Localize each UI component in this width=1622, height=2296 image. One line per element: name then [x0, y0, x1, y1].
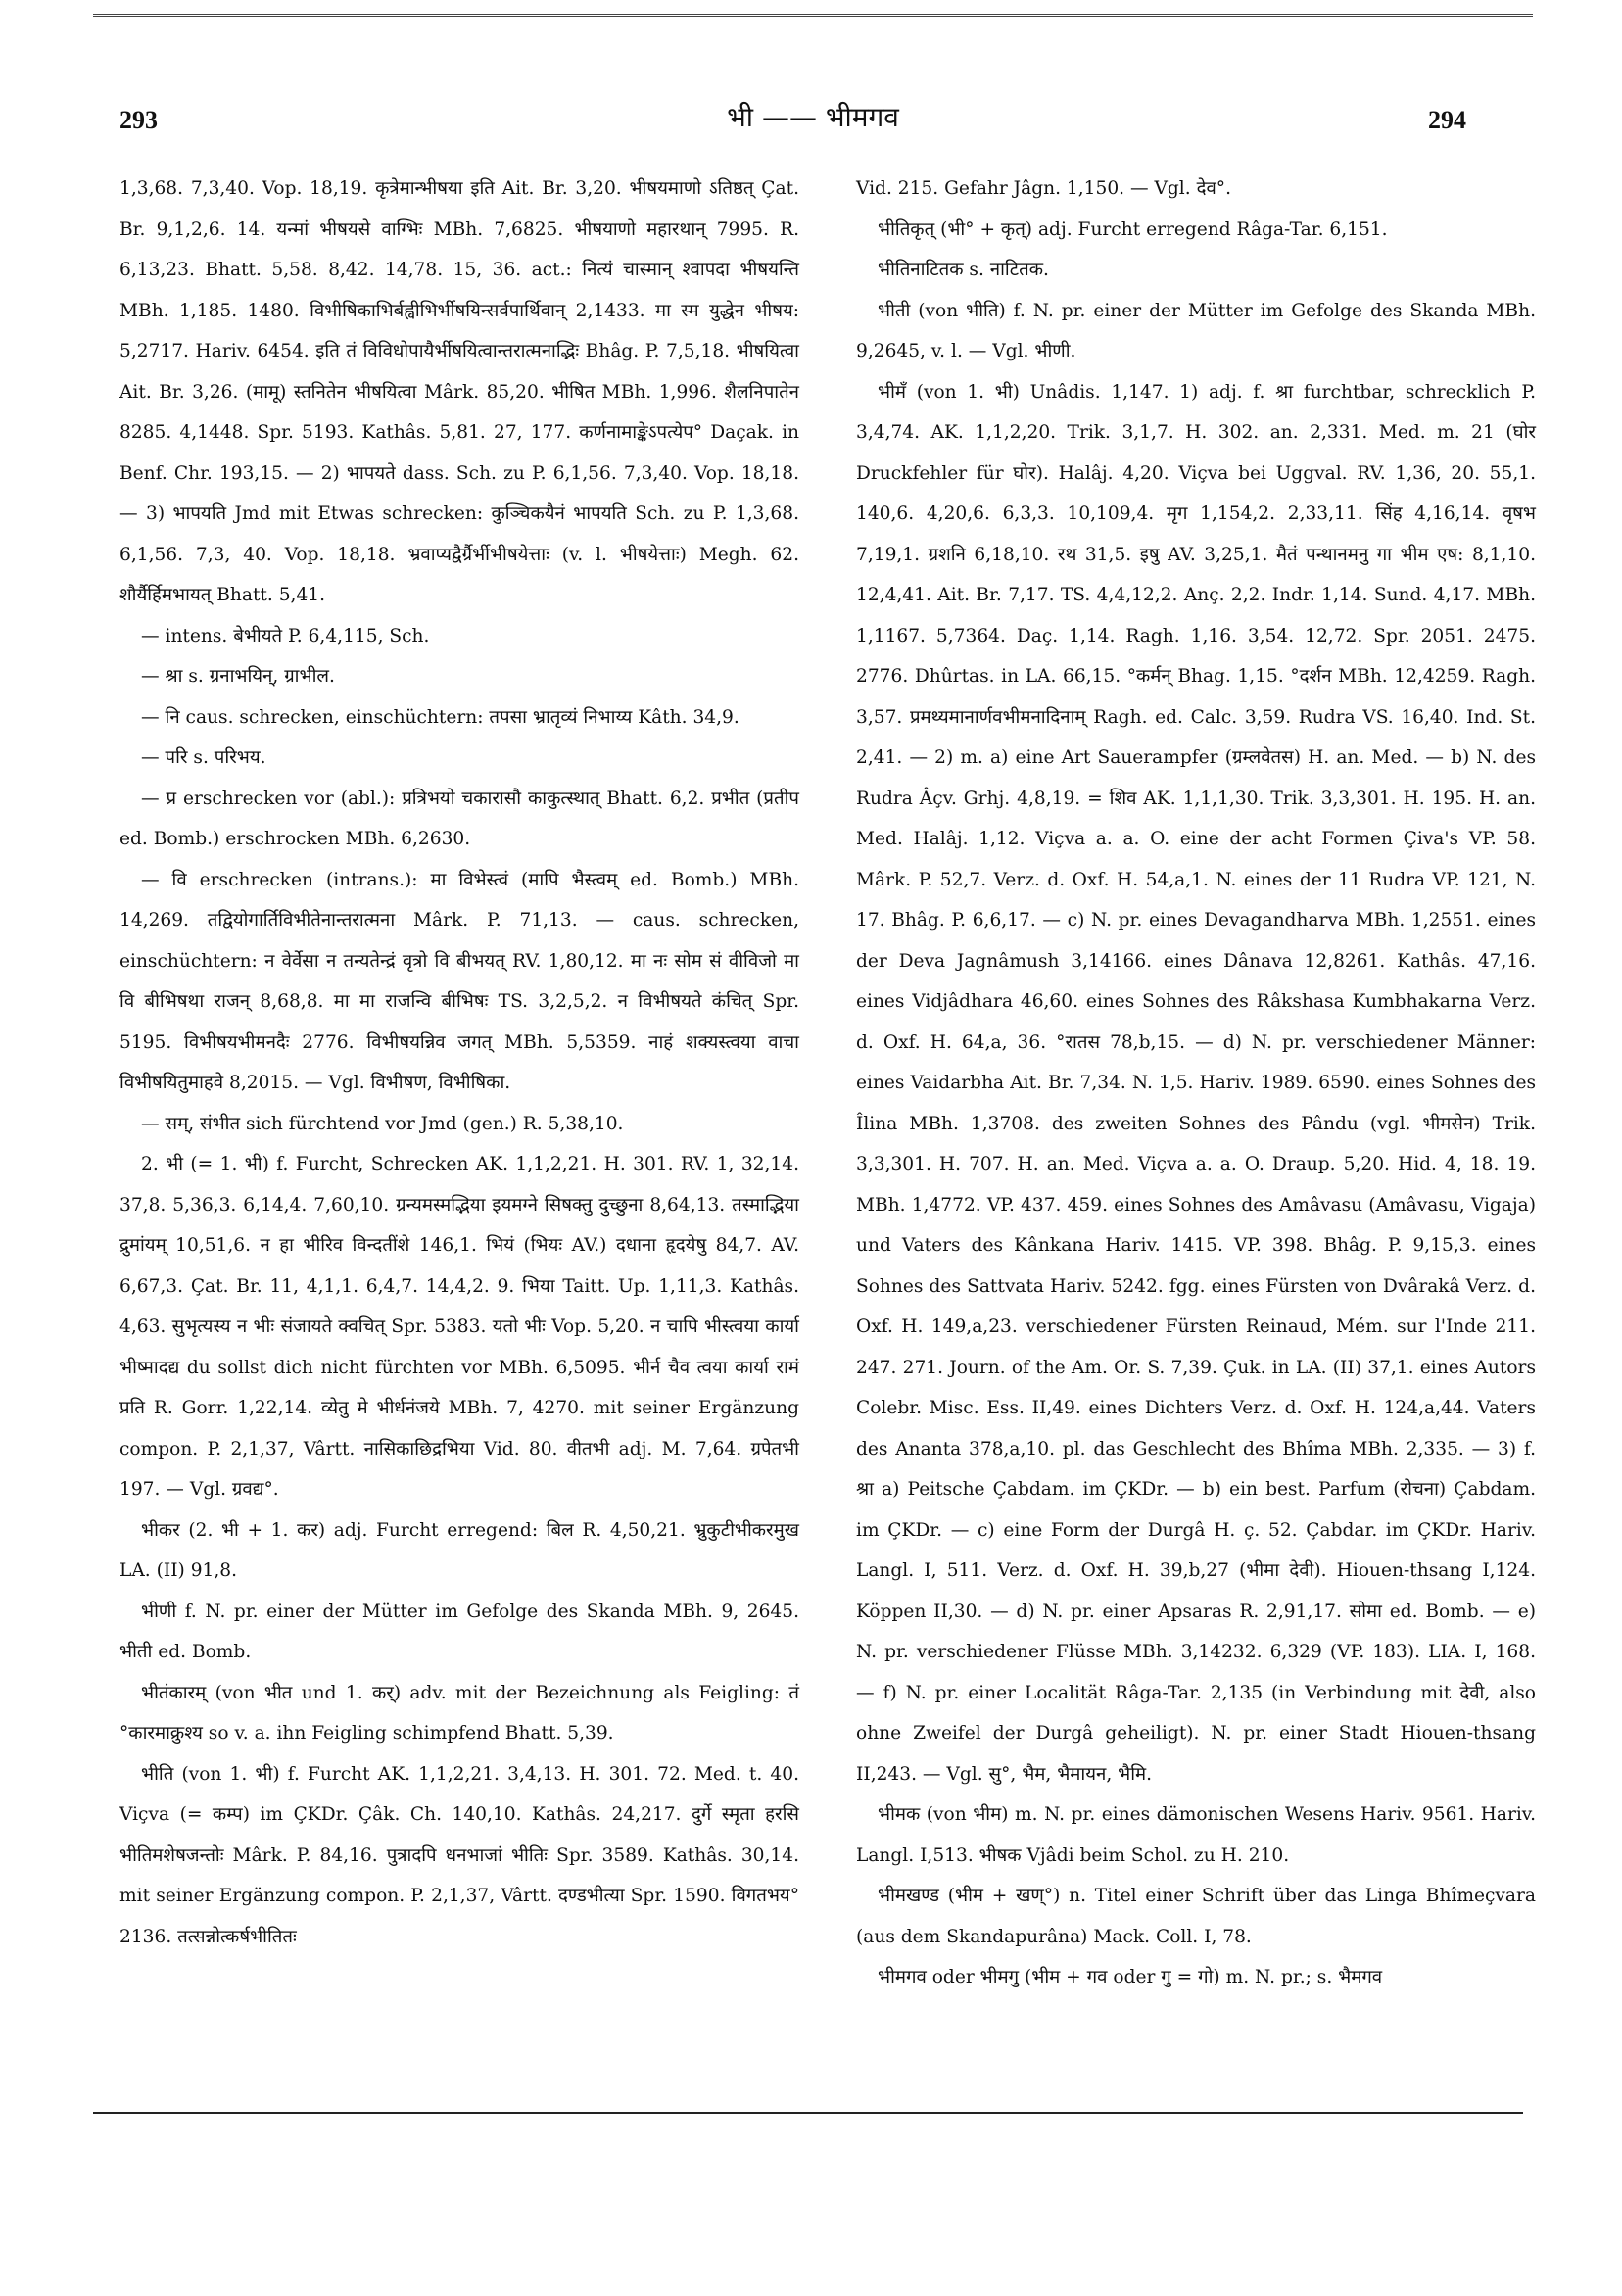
- entry-vi: — वि erschrecken (intrans.): मा विभेस्त्वं (मापि भैस्त्वम् ed. Bomb.) MBh. 14,269. तद्वियोगार्तिविभीतेनान्तरात्मना Mârk. P. 71,13. — caus. schrecken, einschüchtern: न वेर्वेसा न तन्यतेन्द्रं वृत्रो वि बीभयत् RV. 1,80,12. मा नः सोम सं वीविजो मा वि बीभिषथा राजन् 8,68,8. मा मा राजन्वि बीभिषः TS. 3,2,5,2. न विभीषयते कंचित् Spr. 5195. विभीषयभीमनदैः 2776. विभीषयन्निव जगत् MBh. 5,5359. नाहं शक्यस्त्वया वाचा विभीषयितुमाहवे 8,2015. — Vgl. विभीषण, विभीषिका.: [119, 869, 799, 1093]
- entry-bhi-2: 2. भी (= 1. भी) f. Furcht, Schrecken AK. 1,1,2,21. H. 301. RV. 1, 32,14. 37,8. 5,36,3. 6,14,4. 7,60,10. ग्रन्यमस्मद्भिया इयमग्ने सिषक्तु दुच्छुना 8,64,13. तस्माद्भिया द्रुमांयम् 10,51,6. न हा भीरिव विन्दतींशे 146,1. भियं (भियः AV.) दधाना हृदयेषु 84,7. AV. 6,67,3. Çat. Br. 11, 4,1,1. 6,4,7. 14,4,2. 9. भिया Taitt. Up. 1,11,3. Kathâs. 4,63. सुभृत्यस्य न भीः संजायते क्वचित् Spr. 5383. यतो भीः Vop. 5,20. न चापि भीस्त्वया कार्या भीष्मादद्य du sollst dich nicht fürchten vor MBh. 6,5095. भीर्न चैव त्वया कार्या रामं प्रति R. Gorr. 1,22,14. व्येतु मे भीर्धनंजये MBh. 7, 4270. mit seiner Ergänzung compon. P. 2,1,37, Vârtt. नासिकाछिद्रभिया Vid. 80. वीतभी adj. M. 7,64. ग्रपेतभी 197. — Vgl. ग्रवद्य°.: [119, 1154, 799, 1500]
- bottom-rule: [93, 2112, 1523, 2114]
- entry-bhikara: भीकर (2. भी + 1. कर) adj. Furcht erregend: बिल R. 4,50,21. भ्रुकुटीभीकरमुख LA. (II) 91,8.: [119, 1519, 799, 1581]
- page-number-right: 294: [1428, 106, 1466, 134]
- running-head: भी —— भीमगव: [727, 101, 899, 133]
- page-number-left: 293: [119, 106, 158, 134]
- entry-bhitikrt: भीतिकृत् (भी° + कृत्) adj. Furcht erregend Râga-Tar. 6,151.: [878, 218, 1388, 240]
- entry-ni: — नि caus. schrecken, einschüchtern: तपसा भ्रातृव्यं निभाय्य Kâth. 34,9.: [141, 706, 739, 728]
- entry-pari: — परि s. परिभय.: [141, 747, 266, 768]
- top-rule: [93, 14, 1533, 17]
- entry-bhimaka: भीमक (von भीम) m. N. pr. eines dämonischen Wesens Hariv. 9561. Hariv. Langl. I,513. भीषक Vjâdi beim Schol. zu H. 210.: [856, 1804, 1536, 1866]
- entry-bhima: भीमँ (von 1. भी) Unâdis. 1,147. 1) adj. f. श्रा furchtbar, schrecklich P. 3,4,74. AK. 1,1,2,20. Trik. 3,1,7. H. 302. an. 2,331. Med. m. 21 (घोर Druckfehler für घोर). Halâj. 4,20. Viçva bei Uggval. RV. 1,36, 20. 55,1. 140,6. 4,20,6. 6,3,3. 10,109,4. मृग 1,154,2. 2,33,11. सिंह 4,16,14. वृषभ 7,19,1. ग्रशनि 6,18,10. रथ 31,5. इषु AV. 3,25,1. मैतं पन्थानमनु गा भीम एष: 8,1,10. 12,4,41. Ait. Br. 7,17. TS. 4,4,12,2. Anç. 2,2. Indr. 1,14. Sund. 4,17. MBh. 1,1167. 5,7364. Daç. 1,14. Ragh. 1,16. 3,54. 12,72. Spr. 2051. 2475. 2776. Dhûrtas. in LA. 66,15. °कर्मन् Bhag. 1,15. °दर्शन MBh. 12,4259. Ragh. 3,57. प्रमथ्यमानार्णवभीमनादिनाम् Ragh. ed. Calc. 3,59. Rudra VS. 16,40. Ind. St. 2,41. — 2) m. a) eine Art Sauerampfer (ग्रम्लवेतस) H. an. Med. — b) N. des Rudra Âçv. Grhj. 4,8,19. = शिव AK. 1,1,1,30. Trik. 3,3,301. H. 195. H. an. Med. Halâj. 1,12. Viçva a. a. O. eine der acht Formen Çiva's VP. 58. Mârk. P. 52,7. Verz. d. Oxf. H. 54,a,1. N. eines der 11 Rudra VP. 121, N. 17. Bhâg. P. 6,6,17. — c) N. pr. eines Devagandharva MBh. 1,2551. eines der Deva Jagnâmush 3,14166. eines Dânava 12,8261. Kathâs. 47,16. eines Vidjâdhara 46,60. eines Sohnes des Râkshasa Kumbhakarna Verz. d. Oxf. H. 64,a, 36. °रातस 78,b,15. — d) N. pr. verschiedener Männer: eines Vaidarbha Ait. Br. 7,34. N. 1,5. Hariv. 1989. 6590. eines Sohnes des Îlina MBh. 1,3708. des zweiten Sohnes des Pându (vgl. भीमसेन) Trik. 3,3,301. H. 707. H. an. Med. Viçva a. a. O. Draup. 5,20. Hid. 4, 18. 19. MBh. 1,4772. VP. 437. 459. eines Sohnes des Amâvasu (Amâvasu, Vigaja) und Vaters des Kânkana Hariv. 1415. VP. 398. Bhâg. P. 9,15,3. eines Sohnes des Sattvata Hariv. 5242. fgg. eines Fürsten von Dvârakâ Verz. d. Oxf. H. 149,a,23. verschiedener Fürsten Reinaud, Mém. sur l'Inde 211. 247. 271. Journ. of the Am. Or. S. 7,39. Çuk. in LA. (II) 37,1. eines Autors Colebr. Misc. Ess. II,49. eines Dichters Verz. d. Oxf. H. 124,a,44. Vaters des Ananta 378,a,10. pl. das Geschlecht des Bhîma MBh. 2,335. — 3) f. श्रा a) Peitsche Çabdam. im ÇKDr. — b) ein best. Parfum (रोचना) Çabdam. im ÇKDr. — c) eine Form der Durgâ H. ç. 52. Çabdar. im ÇKDr. Hariv. Langl. I, 511. Verz. d. Oxf. H. 39,b,27 (भीमा देवी). Hiouen-thsang I,124. Köppen II,30. — d) N. pr. einer Apsaras R. 2,91,17. सोमा ed. Bomb. — e) N. pr. verschiedener Flüsse MBh. 3,14232. 6,329 (VP. 183). LIA. I, 168. — f) N. pr. einer Localität Râga-Tar. 2,135 (in Verbindung mit देवी, also ohne Zweifel der Durgâ geheiligt). N. pr. einer Stadt Hiouen-thsang II,243. — Vgl. सु°, भैम, भैमायन, भैमि.: [856, 381, 1536, 1785]
- entry-bhiti-f: भीती (von भीति) f. N. pr. einer der Mütter im Gefolge des Skanda MBh. 9,2645, v. l. — Vgl. भीणी.: [856, 300, 1536, 361]
- right-column: [856, 168, 1536, 1998]
- entry-bhitinatitaka: भीतिनाटितक s. नाटितक.: [878, 260, 1049, 280]
- entry-pra: — प्र erschrecken vor (abl.): प्रत्रिभयो चकारासौ काकुत्स्थात् Bhatt. 6,2. प्रभीत (प्रतीप ed. Bomb.) erschrocken MBh. 6,2630.: [119, 788, 799, 849]
- entry-bhiti: भीति (von 1. भी) f. Furcht AK. 1,1,2,21. 3,4,13. H. 301. 72. Med. t. 40. Viçva (= कम्प) im ÇKDr. Çâk. Ch. 140,10. Kathâs. 24,217. दुर्गे स्मृता हरसि भीतिमशेषजन्तोः Mârk. P. 84,16. पुत्रादपि धनभाजां भीतिः Spr. 3589. Kathâs. 30,14. mit seiner Ergänzung compon. P. 2,1,37, Vârtt. दण्डभीत्या Spr. 1590. विगतभय° 2136. तत्सन्नोत्कर्षभीतितः: [119, 1763, 799, 1947]
- entry-sam: — सम्, संभीत sich fürchtend vor Jmd (gen.) R. 5,38,10.: [141, 1113, 624, 1134]
- entry-bhiti-continuation: Vid. 215. Gefahr Jâgn. 1,150. — Vgl. देव°.: [856, 178, 1231, 199]
- entry-bhi-continuation: 1,3,68. 7,3,40. Vop. 18,19. कृत्रेमान्भीषया इति Ait. Br. 3,20. भीषयमाणो ऽतिष्ठत् Çat. Br. 9,1,2,6. 14. यन्मां भीषयसे वाग्भिः MBh. 7,6825. भीषयाणो महारथान् 7995. R. 6,13,23. Bhatt. 5,58. 8,42. 14,78. 15, 36. act.: नित्यं चास्मान् श्वापदा भीषयन्ति MBh. 1,185. 1480. विभीषिकाभिर्बह्वीभिर्भीषयिन्सर्वपार्थिवान् 2,1433. मा स्म युद्धेन भीषय: 5,2717. Hariv. 6454. इति तं विविधोपायैर्भीषयित्वान्तरात्मनाद्भिः Bhâg. P. 7,5,18. भीषयित्वा Ait. Br. 3,26. (मामू) स्तनितेन भीषयित्वा Mârk. 85,20. भीषित MBh. 1,996. शैलनिपातेन 8285. 4,1448. Spr. 5193. Kathâs. 5,81. 27, 177. कर्णनामाङ्केऽपत्येप° Daçak. in Benf. Chr. 193,15. — 2) भापयते dass. Sch. zu P. 6,1,56. 7,3,40. Vop. 18,18. — 3) भापयति Jmd mit Etwas schrecken: कुञ्चिकयैनं भापयति Sch. zu P. 1,3,68. 6,1,56. 7,3, 40. Vop. 18,18. भ्रवाप्यद्वैर्ग्रैर्भीभीषयेत्ताः (v. l. भीषयेत्ताः) Megh. 62. शौर्यैर्हिमभायत् Bhatt. 5,41.: [119, 178, 799, 605]
- entry-a: — श्रा s. ग्रनाभयिन्, ग्राभील.: [141, 666, 335, 687]
- entry-bhimagava: भीमगव oder भीमगु (भीम + गव oder गु = गो) m. N. pr.; s. भैमगव: [878, 1967, 1383, 1987]
- entry-bhimakhanda: भीमखण्ड (भीम + खण्°) n. Titel einer Schrift über das Linga Bhîmeçvara (aus dem Skandapurâna) Mack. Coll. I, 78.: [856, 1886, 1536, 1947]
- entry-intens: — intens. बेभीयते P. 6,4,115, Sch.: [141, 625, 430, 646]
- left-column: [119, 168, 799, 1957]
- entry-bhitamkaram: भीतंकारम् (von भीत und 1. कर्) adv. mit der Bezeichnung als Feigling: तं °कारमाक्रुश्य so v. a. ihn Feigling schimpfend Bhatt. 5,39.: [119, 1682, 799, 1744]
- entry-bhini: भीणी f. N. pr. einer der Mütter im Gefolge des Skanda MBh. 9, 2645. भीती ed. Bomb.: [119, 1601, 799, 1662]
